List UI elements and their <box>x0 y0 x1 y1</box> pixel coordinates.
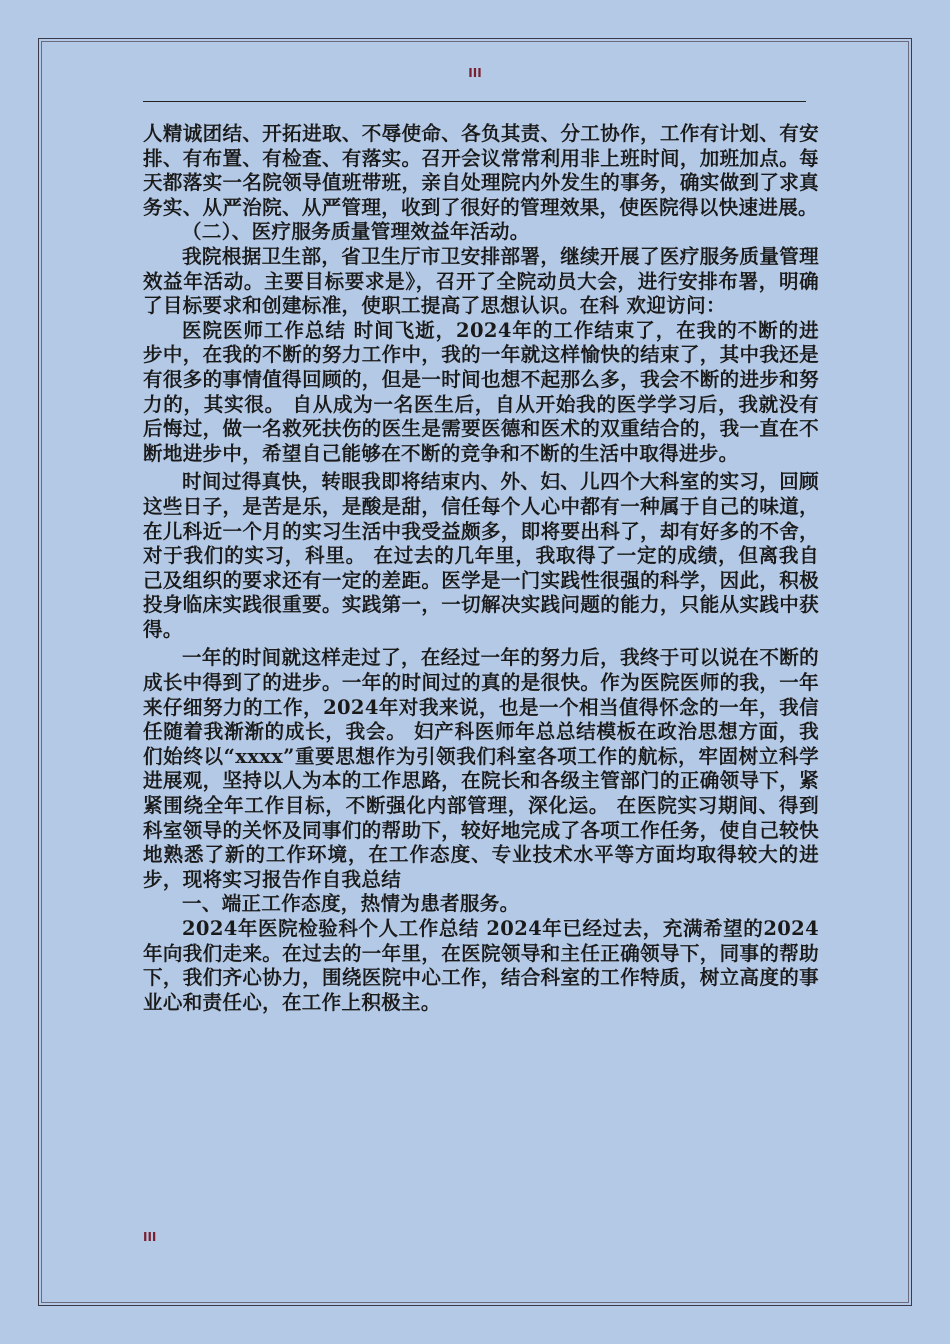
section-heading-7: 一、端正工作态度，热情为患者服务。 <box>182 892 520 916</box>
paragraph-8: 2024年医院检验科个人工作总结 2024年已经过去，充满希望的2024年向我们走来。在过去的一年里，在医院领导和主任正确领导下，同事的帮助下，我们齐心协力，围绕医院中心工作，结合科室的工作特质，树立高度的事业心和责任心，在工作上积极主。 <box>143 917 819 1014</box>
paragraph-3: 我院根据卫生部，省卫生厅市卫安排部署，继续开展了医疗服务质量管理效益年活动。主要目标要求是》，召开了全院动员大会，进行安排布署，明确了目标要求和创建标准，使职工提高了思想认识。在科 欢迎访问： <box>143 244 819 318</box>
header-divider <box>143 101 806 102</box>
footer-mark: III <box>143 1230 157 1244</box>
paragraph-5: 时间过得真快，转眼我即将结束内、外、妇、儿四个大科室的实习，回顾这些日子，是苦是乐，是酸是甜，信任每个人心中都有一种属于自己的味道，在儿科近一个月的实习生活中我受益颇多，即将要出科了，却有好多的不舍，对于我们的实习，科里。 在过去的几年里，我取得了一定的成绩，但离我自己及组织的要求还有一定的差距。医学是一门实践性很强的科学，因此，积极投身临床实践很重要。实践第一，一切解决实践问题的能力，只能从实践中获得。 <box>143 470 819 641</box>
paragraph-1: 人精诚团结、开拓进取、不辱使命、各负其责、分工协作，工作有计划、有安排、有布置、有检查、有落实。召开会议常常利用非上班时间，加班加点。每天都落实一名院领导值班带班，亲自处理院内外发生的事务，确实做到了求真务实、从严治院、从严管理，收到了很好的管理效果，使医院得以快速进展。 <box>143 122 819 219</box>
document-body <box>143 122 819 1015</box>
section-heading-2: （二）、医疗服务质量管理效益年活动。 <box>182 220 530 244</box>
header-mark: III <box>468 66 482 80</box>
paragraph-4: 医院医师工作总结 时间飞逝，2024年的工作结束了，在我的不断的进步中，在我的不断的努力工作中，我的一年就这样愉快的结束了，其中我还是有很多的事情值得回顾的，但是一时间也想不起那么多，我会不断的进步和努力的，其实很。 自从成为一名医生后，自从开始我的医学学习后，我就没有后悔过，做一名救死扶伤的医生是需要医德和医术的双重结合的，我一直在不断地进步中，希望自己能够在不断的竞争和不断的生活中取得进步。 <box>143 318 819 465</box>
paragraph-6: 一年的时间就这样走过了，在经过一年的努力后，我终于可以说在不断的成长中得到了的进步。一年的时间过的真的是很快。作为医院医师的我，一年来仔细努力的工作，2024年对我来说，也是一个相当值得怀念的一年，我信任随着我渐渐的成长，我会。 妇产科医师年总总结模板在政治思想方面，我们始终以“xxxx”重要思想作为引领我们科室各项工作的航标，牢固树立科学进展观，坚持以人为本的工作思路，在院长和各级主管部门的正确领导下，紧紧围绕全年工作目标，不断强化内部管理，深化运。 在医院实习期间、得到科室领导的关怀及同事们的帮助下，较好地完成了各项工作任务，使自己较快地熟悉了新的工作环境，在工作态度、专业技术水平等方面均取得较大的进步，现将实习报告作自我总结 <box>143 646 819 891</box>
